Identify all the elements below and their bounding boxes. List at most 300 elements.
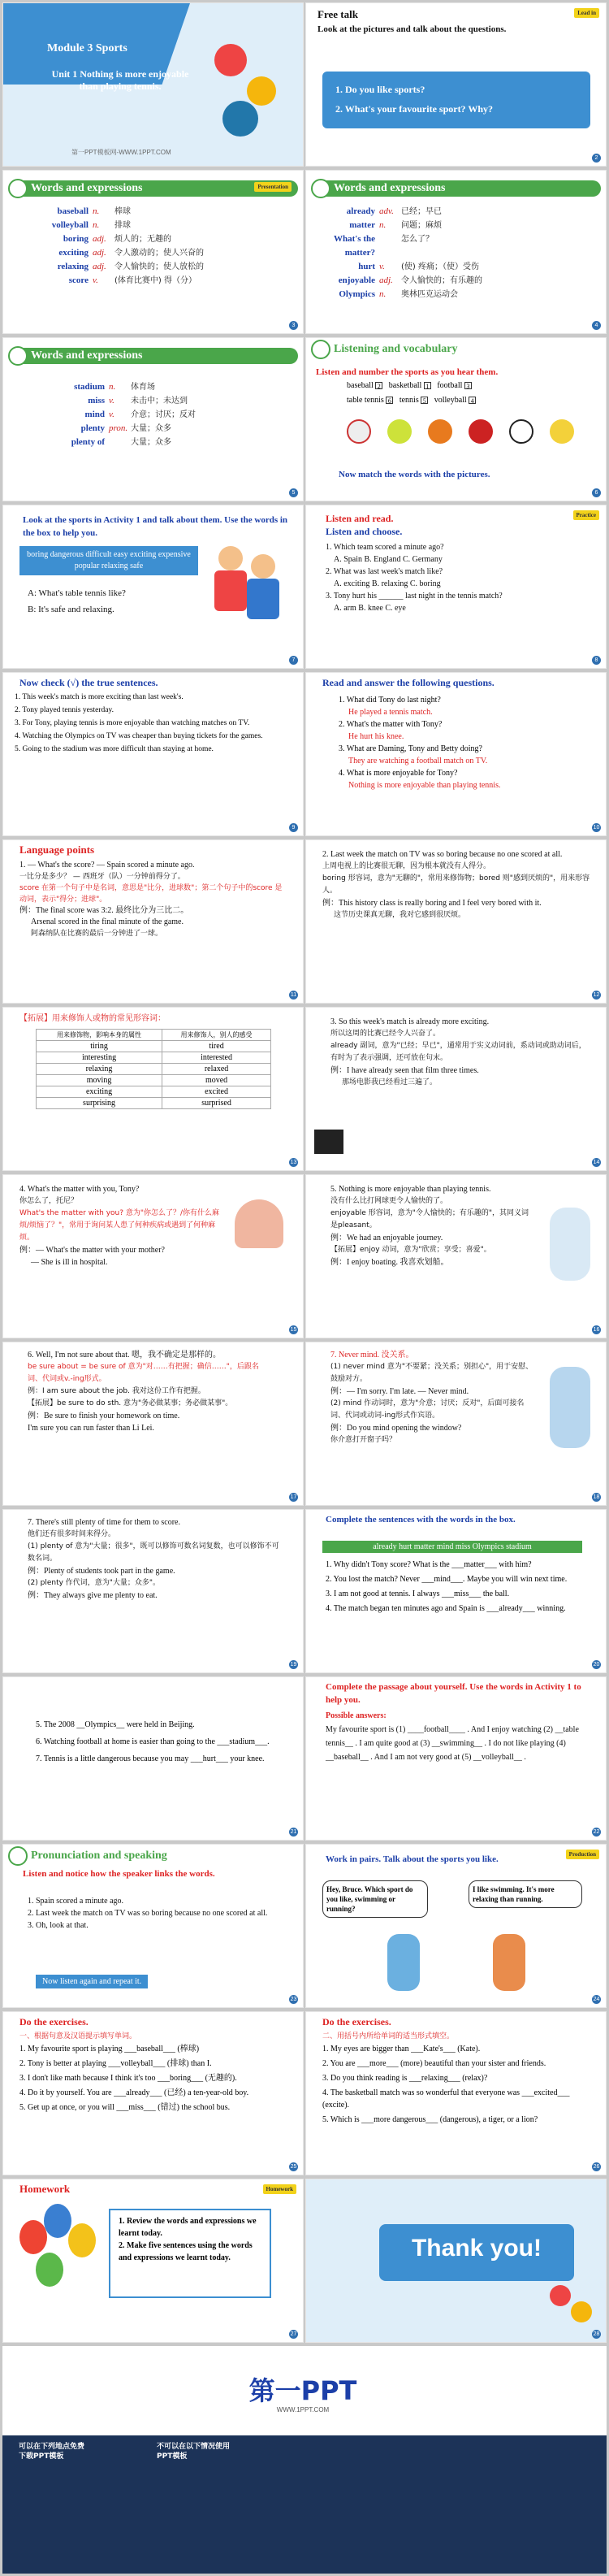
lp-line: be sure about = be sure of 意为"对……有把握；确信……"，后跟名词、代词或v.-ing形式。 xyxy=(28,1363,259,1383)
slide-27[interactable] xyxy=(2,2179,304,2343)
lp-line: (2) plenty 作代词，意为"大量；众多"。 xyxy=(28,1579,161,1587)
answer: They are watching a football match on TV. xyxy=(348,757,488,765)
lp-header: Language points xyxy=(19,843,95,856)
slide-16[interactable] xyxy=(305,1174,607,1338)
vocab-row xyxy=(314,260,482,274)
section-title: Words and expressions xyxy=(334,182,446,194)
fill-sentence: 2. You lost the match? Never ___mind___. Maybe you will win next time. xyxy=(326,1575,568,1584)
lp-line: 例：I have already seen that film three times. xyxy=(330,1066,479,1075)
section-header xyxy=(10,348,298,364)
slide-3[interactable] xyxy=(2,170,304,334)
vocab-row xyxy=(44,422,196,436)
slide-8[interactable] xyxy=(305,505,607,669)
table-row xyxy=(37,1052,271,1064)
info-text: 可以在下列地点免费 xyxy=(19,2443,85,2451)
vocab-pos: adj. xyxy=(93,234,106,244)
lp-line: 4. What's the matter with you, Tony? xyxy=(19,1185,140,1194)
slide-number: 10 xyxy=(593,825,600,830)
table-header: 用来修饰人，别人的感受 xyxy=(162,1030,271,1041)
lp-line: 7. Never mind. 没关系。 xyxy=(330,1351,414,1360)
vocab-word: matter xyxy=(349,220,375,230)
slide-number: 9 xyxy=(289,823,298,832)
tennis-player-icon xyxy=(550,1208,590,1281)
vocab-pos xyxy=(105,436,131,449)
label-table-tennis: table tennis xyxy=(347,396,384,405)
lp-line: 你介意打开窗子吗？ xyxy=(330,1436,397,1444)
lp-line: Arsenal scored in the final minute of the game. xyxy=(31,917,184,926)
slide-number: 11 xyxy=(290,992,297,998)
sport-labels xyxy=(347,379,590,408)
lp-line: (2) mind 作动词时，意为"介意；讨厌；反对"，后面可接名词、代词或动词-ing形式作宾语。 xyxy=(330,1399,525,1420)
vocab-row xyxy=(314,205,482,219)
vocab-row xyxy=(314,232,482,260)
table-cell: interested xyxy=(162,1052,271,1064)
slide-9[interactable] xyxy=(2,672,304,836)
lp-line: 例：— I'm sorry. I'm late. — Never mind. xyxy=(330,1387,469,1396)
section-title: Words and expressions xyxy=(31,182,143,194)
extend-header: 【拓展】用来修饰人或物的常见形容词： xyxy=(19,1014,166,1023)
slide-number: 5 xyxy=(289,488,298,497)
vocab-row xyxy=(44,380,196,394)
vocab-word: boring xyxy=(63,234,89,244)
vocab-word: Olympics xyxy=(339,289,375,299)
vocab-word: score xyxy=(68,275,89,285)
table-cell: interesting xyxy=(37,1052,162,1064)
sentence-list xyxy=(15,692,274,757)
slide-18[interactable] xyxy=(305,1342,607,1506)
sentence: 1. Spain scored a minute ago. xyxy=(28,1897,124,1906)
vocab-meaning: 介意；讨厌；反对 xyxy=(131,410,196,419)
logo-url: WWW.1PPT.COM xyxy=(276,2406,330,2413)
answer: He played a tennis match. xyxy=(348,708,433,717)
vocab-meaning: 大量；众多 xyxy=(131,424,171,433)
balls-decoration xyxy=(550,2277,598,2334)
basketball-icon xyxy=(428,419,452,444)
table-cell: tired xyxy=(162,1041,271,1052)
number-box[interactable]: 3 xyxy=(464,382,472,389)
vocab-row xyxy=(44,436,196,449)
vocab-row xyxy=(28,219,204,232)
vocab-meaning: (体育比赛中) 得（分） xyxy=(114,276,197,285)
vocab-pos: n. xyxy=(109,382,116,392)
lp-line: 5. Nothing is more enjoyable than playing tennis. xyxy=(330,1185,491,1194)
vocab-word: hurt xyxy=(358,262,375,271)
lp-line: 7. There's still plenty of time for them to score. xyxy=(28,1518,180,1527)
thank-you-text: Thank you! xyxy=(411,2235,542,2262)
exercise-item: 2. You are ___more___ (more) beautiful than your sister and friends. xyxy=(322,2059,546,2068)
slide-12[interactable] xyxy=(305,839,607,1004)
number-box[interactable]: 6 xyxy=(386,397,393,404)
lp-body xyxy=(322,848,590,922)
speech-bubble-1: Hey, Bruce. Which sport do you like, swimming or running? xyxy=(322,1880,428,1918)
table-cell: tiring xyxy=(37,1041,162,1052)
slide-7[interactable] xyxy=(2,505,304,669)
question-3: 3. Tony hurt his ______ last night in the tennis match? xyxy=(326,592,503,601)
vocab-pos: adj. xyxy=(93,262,106,271)
answer: Nothing is more enjoyable than playing tennis. xyxy=(348,781,501,790)
exercise-item: 3. Do you think reading is ___relaxing___ (relax)? xyxy=(322,2074,488,2083)
vocab-meaning: 体育场 xyxy=(131,383,155,392)
table-cell: excited xyxy=(162,1086,271,1098)
vocab-row xyxy=(314,288,482,301)
slide-number: 19 xyxy=(290,1662,297,1667)
lp-body xyxy=(19,860,287,939)
lp-line: 例：— What's the matter with your mother? xyxy=(19,1246,165,1255)
exercise-list xyxy=(19,2043,287,2116)
sentence-list xyxy=(28,1895,271,1932)
homework-badge: Homework xyxy=(263,2184,296,2194)
vocab-word: plenty of xyxy=(71,437,105,447)
number-box[interactable]: 5 xyxy=(421,397,428,404)
volleyball-icon xyxy=(550,419,574,444)
lp-line: I'm sure you can run faster than Li Lei. xyxy=(28,1424,154,1433)
sports-balls xyxy=(347,419,590,452)
slide-number: 18 xyxy=(593,1494,600,1500)
vocab-word: already xyxy=(346,206,375,216)
lp-line: 2. Last week the match on TV was so boring because no one scored at all. xyxy=(322,850,563,859)
table-row xyxy=(37,1064,271,1075)
check-header: Now check (√) the true sentences. xyxy=(19,677,158,688)
lp-line: 一比分是多少？ — 西班牙（队）一分钟前得分了。 xyxy=(19,873,185,881)
exercise-list xyxy=(322,2043,590,2128)
slide-20[interactable] xyxy=(305,1509,607,1673)
vocab-word: What's the matter? xyxy=(333,234,375,258)
lp-line: 那场电影我已经看过三遍了。 xyxy=(342,1078,438,1086)
lp-line: 例：They always give me plenty to eat. xyxy=(28,1591,158,1600)
exercise-item: 4. The basketball match was so wonderful that everyone was ___excited___ (excite). xyxy=(322,2088,570,2110)
question-2: 2. What was last week's match like? xyxy=(326,567,443,576)
exercise-item: 5. Which is ___more dangerous___ (dangerous), a tiger, or a lion? xyxy=(322,2115,538,2124)
vocab-pos: adv. xyxy=(379,206,394,216)
speech-bubble-2: I like swimming. It's more relaxing than running. xyxy=(469,1880,582,1908)
vocab-meaning: 怎么了？ xyxy=(401,235,434,244)
slide-number: 23 xyxy=(290,1997,297,2002)
lp-line: 【拓展】be sure to do sth. 意为"务必做某事；务必做某事"。 xyxy=(28,1399,233,1407)
answer-header: Read and answer the following questions. xyxy=(322,677,495,688)
word-box: boring dangerous difficult easy exciting expensive popular relaxing safe xyxy=(19,546,198,575)
slide-21[interactable] xyxy=(2,1676,304,1841)
vocab-pos: n. xyxy=(93,220,100,230)
slide-number: 17 xyxy=(290,1494,297,1500)
lp-line: 所以这周的比赛已经令人兴奋了。 xyxy=(330,1030,441,1038)
homework-box xyxy=(109,2209,271,2298)
check-sentence: 1. This week's match is more exciting than last week's. xyxy=(15,693,184,701)
slide-2[interactable] xyxy=(305,2,607,167)
slide-13[interactable] xyxy=(2,1007,304,1171)
exercise-item: 2. Tony is better at playing ___volleyball___ (排球) than I. xyxy=(19,2059,212,2068)
slide-number: 25 xyxy=(290,2164,297,2170)
tennis-ball-icon xyxy=(387,419,412,444)
lp-line: 例：This history class is really boring and I feel very bored with it. xyxy=(322,899,542,908)
table-cell: moving xyxy=(37,1075,162,1086)
exercise-sub: 二、用括号内所给单词的适当形式填空。 xyxy=(322,2032,455,2040)
label-volleyball: volleyball xyxy=(434,396,467,405)
fill-sentence: 4. The match began ten minutes ago and Spain is ___already___ winning. xyxy=(326,1604,566,1613)
question-1: 1. Which team scored a minute ago? xyxy=(326,543,444,552)
table-cell: surprised xyxy=(162,1098,271,1109)
vocab-row xyxy=(28,246,204,260)
info-text: 下载PPT模板 xyxy=(19,2452,64,2461)
vocab-list xyxy=(314,205,482,301)
slide-24[interactable] xyxy=(305,1844,607,2008)
lp-line: 这节历史课真无聊，我对它感到很厌烦。 xyxy=(334,911,466,919)
slide-number: 2 xyxy=(592,154,601,163)
passage-text: My favourite sport is (1) ____football____ . And I enjoy watching (2) __table tennis__ . I am quite good at (3) __swimming__ . I do not like playing (4) __baseball__ . And I am not very good at (5) __volleyball__ . xyxy=(326,1725,579,1762)
vocab-meaning: 大量；众多 xyxy=(131,438,171,447)
homework-title: Homework xyxy=(19,2183,71,2195)
sentence-list xyxy=(36,1718,279,1769)
exercise-item: 3. I don't like math because I think it's too ___boring___ (无趣的). xyxy=(19,2074,237,2083)
boy-illustration xyxy=(550,1367,590,1448)
table-row xyxy=(37,1086,271,1098)
vocab-row xyxy=(44,394,196,408)
check-sentence: 4. Watching the Olympics on TV was cheaper than buying tickets for the games. xyxy=(15,732,263,740)
vocab-meaning: 烦人的；无趣的 xyxy=(114,235,171,244)
homework-item: 1. Review the words and expressions we learnt today. xyxy=(119,2217,257,2238)
vocab-pos: v. xyxy=(109,396,114,405)
slide-number: 20 xyxy=(593,1662,600,1667)
lp-line: 例：We had an enjoyable journey. xyxy=(330,1234,443,1242)
vocab-pos: adj. xyxy=(379,275,393,285)
exercise-item: 1. My eyes are bigger than ___Kate's___ (Kate). xyxy=(322,2045,481,2053)
slide-number: 4 xyxy=(592,321,601,330)
qa-list xyxy=(339,694,598,791)
exercise-item: 5. Get up at once, or you will ___miss___ (错过) the school bus. xyxy=(19,2103,231,2112)
exercise-item: 4. Do it by yourself. You are ___already___ (已经) a ten-year-old boy. xyxy=(19,2088,249,2097)
slide-number: 24 xyxy=(593,1997,600,2002)
vocab-word: plenty xyxy=(80,423,105,433)
vocab-meaning: 奥林匹克运动会 xyxy=(401,290,458,299)
slide-26[interactable] xyxy=(305,2011,607,2175)
lp-line: — She is ill in hospital. xyxy=(31,1258,108,1267)
logo-text: 第一PPT xyxy=(248,2375,357,2406)
slide-number: 7 xyxy=(289,656,298,665)
table-tennis-icon xyxy=(469,419,493,444)
table-cell: relaxed xyxy=(162,1064,271,1075)
sub-header: Listen and choose. xyxy=(326,526,403,537)
slide-15[interactable] xyxy=(2,1174,304,1338)
match-instruction: Now match the words with the pictures. xyxy=(339,470,490,479)
repeat-box: Now listen again and repeat it. xyxy=(36,1975,148,1988)
questions xyxy=(326,541,594,614)
label-baseball: baseball xyxy=(347,381,374,390)
vocab-meaning: 排球 xyxy=(114,221,131,230)
table-row xyxy=(37,1098,271,1109)
footer-banner xyxy=(2,2346,607,2574)
vocab-word: exciting xyxy=(58,248,89,258)
intro-text: Look at the pictures and talk about the questions. xyxy=(317,24,507,34)
practice-badge: Practice xyxy=(573,510,599,520)
sentence: 3. Oh, look at that. xyxy=(28,1921,89,1930)
slide-4[interactable] xyxy=(305,170,607,334)
lp-line: 没有什么比打网球更令人愉快的了。 xyxy=(330,1197,448,1205)
unit-title: Unit 1 Nothing is more enjoyable than playing tennis. xyxy=(51,68,189,92)
kids-illustration xyxy=(379,1934,542,1999)
label-football: football xyxy=(437,381,463,390)
vocab-list xyxy=(28,205,204,288)
slide-5[interactable] xyxy=(2,337,304,501)
question: 2. What's the matter with Tony? xyxy=(339,720,443,729)
vocab-meaning: 未击中；未达到 xyxy=(131,397,188,405)
fill-sentence: 5. The 2008 __Olympics__ were held in Beijing. xyxy=(36,1720,195,1729)
listen-header: Listen and read. xyxy=(326,513,394,524)
question: 1. What did Tony do last night? xyxy=(339,696,441,705)
vocab-row xyxy=(314,274,482,288)
slide-25[interactable] xyxy=(2,2011,304,2175)
question: 3. What are Daming, Tony and Betty doing? xyxy=(339,744,482,753)
lead-in-badge: Lead in xyxy=(574,8,599,18)
vocab-word: mind xyxy=(84,410,105,419)
check-sentence: 5. Going to the stadium was more difficult than staying at home. xyxy=(15,745,214,753)
activity-header: Look at the sports in Activity 1 and talk about them. Use the words in the box to help you. xyxy=(23,515,288,538)
pair-work-header: Work in pairs. Talk about the sports you like. xyxy=(326,1854,499,1864)
slide-title: Free talk xyxy=(317,8,358,20)
lp-line: 例：I enjoy boating. 我喜欢划船。 xyxy=(330,1258,449,1267)
vocab-pos: v. xyxy=(93,275,98,285)
slide-number: 16 xyxy=(593,1327,600,1333)
slide-number: 27 xyxy=(290,2331,297,2337)
options-3: A. arm B. knee C. eye xyxy=(334,604,406,613)
slide-10[interactable] xyxy=(305,672,607,836)
fill-sentence: 1. Why didn't Tony score? What is the ___matter___ with him? xyxy=(326,1560,532,1569)
slide-number: 21 xyxy=(290,1829,297,1835)
dialogue-a: A: What's table tennis like? xyxy=(28,588,126,598)
slide-number: 22 xyxy=(593,1829,600,1835)
lp-line: 例：Do you mind opening the window? xyxy=(330,1424,462,1433)
fill-sentence: 7. Tennis is a little dangerous because you may ___hurt___ your knee. xyxy=(36,1754,265,1763)
number-box[interactable]: 4 xyxy=(469,397,476,404)
balls-decoration xyxy=(206,28,296,150)
vocab-word: baseball xyxy=(57,206,89,216)
adjective-table xyxy=(36,1029,271,1109)
vocab-word: volleyball xyxy=(51,220,89,230)
info-text: 不可以在以下情况使用 xyxy=(157,2443,231,2451)
vocab-pos: n. xyxy=(379,220,387,230)
lp-line: already 副词，意为"已经；早已"，通常用于实义动词前，系动词或助动词后，有时为了表示强调，还可放在句末。 xyxy=(330,1042,586,1062)
slide-17[interactable] xyxy=(2,1342,304,1506)
lp-line: 上周电视上的比赛很无聊，因为根本就没有人得分。 xyxy=(322,862,491,870)
table-cell: relaxing xyxy=(37,1064,162,1075)
word-box: already hurt matter mind miss Olympics stadium xyxy=(322,1541,582,1553)
lp-line: 你怎么了，托尼？ xyxy=(19,1197,79,1205)
lp-line: 1. — What's the score? — Spain scored a minute ago. xyxy=(19,861,195,870)
check-sentence: 2. Tony played tennis yesterday. xyxy=(15,706,114,714)
info-panel xyxy=(2,2435,607,2574)
number-box[interactable]: 2 xyxy=(375,382,382,389)
lp-body xyxy=(28,1516,279,1602)
slide-11[interactable] xyxy=(2,839,304,1004)
vocab-pos: adj. xyxy=(93,248,106,258)
lp-line: score 在第一个句子中是名词，意思是"比分，进球数"；第二个句子中的score 是动词，表示"得分；进球"。 xyxy=(19,884,283,904)
vocab-row xyxy=(44,408,196,422)
sentence: 2. Last week the match on TV was so boring because no one scored at all. xyxy=(28,1909,268,1918)
fill-sentence: 6. Watching football at home is easier than going to the ___stadium___. xyxy=(36,1737,270,1746)
vocab-meaning: 问题；麻烦 xyxy=(401,221,442,230)
vocab-meaning: (使) 疼痛；（使）受伤 xyxy=(401,262,479,271)
lp-line: 3. So this week's match is already more exciting. xyxy=(330,1017,490,1026)
exercise-header: Do the exercises. xyxy=(322,2016,391,2027)
clapper-icon xyxy=(314,1130,343,1154)
slide-number: 26 xyxy=(593,2164,600,2170)
vocab-pos: v. xyxy=(379,262,385,271)
vocab-pos xyxy=(375,232,401,260)
number-box[interactable]: 1 xyxy=(424,382,431,389)
footer-text: 第一PPT模板网-WWW.1PPT.COM xyxy=(71,149,171,156)
vocab-row xyxy=(314,219,482,232)
lp-line: 例：Plenty of students took part in the game. xyxy=(28,1567,175,1576)
vocab-word: miss xyxy=(88,396,105,405)
kids-illustration xyxy=(206,546,287,644)
slide-28[interactable] xyxy=(305,2179,607,2343)
section-header xyxy=(10,1848,298,1864)
fill-sentence: 3. I am not good at tennis. I always ___miss___ the ball. xyxy=(326,1589,510,1598)
slide-number: 28 xyxy=(593,2331,600,2337)
slide-number: 12 xyxy=(593,992,600,998)
lp-line: 例：Be sure to finish your homework on time. xyxy=(28,1412,180,1420)
slide-1[interactable] xyxy=(2,2,304,167)
question-2: 2. What's your favourite sport? Why? xyxy=(335,103,494,115)
questions-box xyxy=(322,72,590,128)
vocab-meaning: 棒球 xyxy=(114,207,131,216)
vocab-pos: n. xyxy=(93,206,100,216)
exercise-item: 1. My favourite sport is playing ___baseball___ (棒球) xyxy=(19,2045,200,2053)
lp-body xyxy=(330,1183,533,1268)
instruction: Listen and number the sports as you hear them. xyxy=(316,367,499,377)
vocab-word: stadium xyxy=(74,382,105,392)
answer: He hurt his knee. xyxy=(348,732,404,741)
slide-number: 13 xyxy=(290,1160,297,1165)
slide-number: 14 xyxy=(593,1160,600,1165)
vocab-row xyxy=(28,232,204,246)
slide-22[interactable] xyxy=(305,1676,607,1841)
slide-14[interactable] xyxy=(305,1007,607,1171)
table-cell: surprising xyxy=(37,1098,162,1109)
possible-answers: Possible answers: xyxy=(326,1711,387,1720)
vocab-row xyxy=(28,260,204,274)
table-row xyxy=(37,1075,271,1086)
lp-body xyxy=(19,1183,222,1268)
football-icon xyxy=(509,419,533,444)
table-cell: exciting xyxy=(37,1086,162,1098)
slide-number: 15 xyxy=(290,1327,297,1333)
check-sentence: 3. For Tony, playing tennis is more enjoyable than watching matches on TV. xyxy=(15,719,250,727)
vocab-meaning: 令人愉快的；有乐趣的 xyxy=(401,276,482,285)
table-header: 用来修饰物，影响本身的属性 xyxy=(37,1030,162,1041)
lp-line: 例：The final score was 3:2. 最终比分为三比二。 xyxy=(19,906,189,915)
homework-item: 2. Make five sentences using the words and expressions we learnt today. xyxy=(119,2241,253,2262)
presentation-badge: Presentation xyxy=(254,182,292,192)
vocab-row xyxy=(28,205,204,219)
slide-23[interactable] xyxy=(2,1844,304,2008)
lp-line: boring 形容词，意为"无聊的"，常用来修饰物；bored 则"感到厌烦的"，用来形容人。 xyxy=(322,874,590,895)
slide-6[interactable] xyxy=(305,337,607,501)
lp-line: enjoyable 形容词，意为"令人愉快的；有乐趣的"，其同义词是pleasant。 xyxy=(330,1209,529,1229)
passage-header: Complete the passage about yourself. Use the words in Activity 1 to help you. xyxy=(326,1682,581,1705)
vocab-meaning: 令人愉快的；使人放松的 xyxy=(114,262,204,271)
lp-line: 他们还有很多时间来得分。 xyxy=(28,1530,116,1538)
sentence-list xyxy=(326,1559,594,1617)
vocab-meaning: 已经；早已 xyxy=(401,207,442,216)
vocab-word: relaxing xyxy=(57,262,89,271)
label-tennis: tennis xyxy=(399,396,419,405)
section-title: Pronunciation and speaking xyxy=(31,1850,167,1862)
slide-19[interactable] xyxy=(2,1509,304,1673)
section-header xyxy=(313,341,601,358)
module-title: Module 3 Sports xyxy=(47,42,127,54)
lp-line: (1) never mind 意为"不要紧；没关系；别担心"，用于安慰、鼓励对方。 xyxy=(330,1363,533,1383)
slide-number: 6 xyxy=(592,488,601,497)
section-title: Listening and vocabulary xyxy=(334,343,458,355)
